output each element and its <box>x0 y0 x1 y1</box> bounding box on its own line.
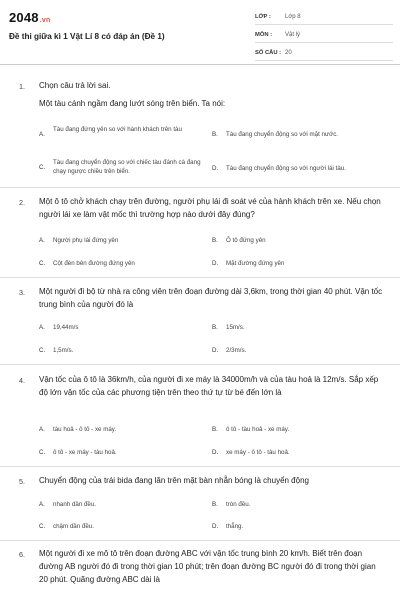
option-d[interactable] <box>212 448 290 457</box>
option-text: Tàu đang chuyển động so với mặt nước. <box>226 131 339 138</box>
option-letter: D. <box>212 165 219 172</box>
question-text: Một ô tô chở khách chạy trên đường, người phụ lái đi soát vé của hành khách trên xe. Nếu chọn người lái xe làm vật mốc thì trường hợp nào dưới đây đúng? <box>39 197 381 219</box>
option-text: Tàu đang chuyển động so với người lái tàu. <box>226 165 346 172</box>
separator <box>0 187 400 188</box>
separator <box>0 277 400 278</box>
option-text: chậm dần đều. <box>53 523 94 530</box>
option-a[interactable] <box>39 125 209 139</box>
separator <box>0 466 400 467</box>
option-d[interactable] <box>212 346 246 355</box>
option-b[interactable] <box>212 323 245 332</box>
meta-row-count <box>255 46 393 61</box>
option-letter: A. <box>39 237 45 244</box>
option-text: 15m/s. <box>226 324 245 331</box>
option-text: Tàu đang chuyển động so với chiếc tàu đánh cá đang chạy ngược chiều trên biển. <box>53 159 201 175</box>
option-text: thẳng. <box>226 523 244 530</box>
option-c[interactable] <box>39 158 209 176</box>
option-c[interactable] <box>39 522 94 531</box>
option-letter: D. <box>212 347 219 354</box>
meta-row-class <box>255 10 393 25</box>
question-number: 5. <box>19 477 25 486</box>
option-text: tàu hoả - ô tô - xe máy. <box>53 426 117 433</box>
option-text: ô tô - xe máy - tàu hoả. <box>53 449 117 456</box>
question-text: Chọn câu trả lời sai. <box>39 81 111 90</box>
option-letter: B. <box>212 324 218 331</box>
question-text: Một người đi xe mô tô trên đoạn đường ABC với vận tốc trung bình 20 km/h. Biết trên đoạn đường AB người đó đi trong thời gian 10 phút; trên đoạn đường BC người đó đi trong thời gian 20 phút. Quãng đường ABC dài là <box>39 549 376 584</box>
question-text: Chuyển động của trái bida đang lăn trên mặt bàn nhẵn bóng là chuyển động <box>39 476 309 485</box>
meta-info <box>255 10 393 64</box>
question-subtext: Một tàu cánh ngầm đang lướt sóng trên biển. Ta nói: <box>39 99 226 108</box>
option-text: 2/3m/s. <box>226 347 247 354</box>
option-b[interactable] <box>212 500 250 509</box>
option-text: xe máy - ô tô - tàu hoả. <box>226 449 290 456</box>
option-d[interactable] <box>212 164 397 173</box>
option-a[interactable] <box>39 425 116 434</box>
option-d[interactable] <box>212 522 243 531</box>
option-a[interactable] <box>39 236 118 245</box>
option-a[interactable] <box>39 500 96 509</box>
question-number: 2. <box>19 198 25 207</box>
option-letter: C. <box>39 523 46 530</box>
option-text: ô tô - tàu hoả - xe máy. <box>226 426 290 433</box>
option-letter: B. <box>212 426 218 433</box>
option-c[interactable] <box>39 448 117 457</box>
meta-value: Vật lý <box>285 32 301 38</box>
option-text: Ô tô đứng yên <box>226 237 266 244</box>
question-number: 3. <box>19 288 25 297</box>
option-letter: A. <box>39 501 45 508</box>
option-a[interactable] <box>39 323 78 332</box>
option-letter: B. <box>212 501 218 508</box>
header-divider <box>0 64 400 65</box>
option-c[interactable] <box>39 346 73 355</box>
option-letter: A. <box>39 131 45 138</box>
meta-key: SỐ CÂU : <box>255 50 282 56</box>
meta-value: Lớp 8 <box>285 14 301 20</box>
meta-key: MÔN : <box>255 32 273 38</box>
question-text: Một người đi bộ từ nhà ra công viên trên đoạn đường dài 3,6km, trong thời gian 40 phút. Vận tốc trung bình của người đó là <box>39 287 383 309</box>
separator <box>0 540 400 541</box>
meta-key: LỚP : <box>255 14 271 20</box>
option-letter: C. <box>39 260 46 267</box>
header <box>0 0 400 62</box>
option-text: 19,44m/s <box>53 324 79 331</box>
option-text: 1,5m/s. <box>53 347 74 354</box>
option-letter: C. <box>39 347 46 354</box>
question-number: 6. <box>19 550 25 559</box>
option-letter: D. <box>212 449 219 456</box>
option-text: Tàu đang đứng yên so với hành khách trên tàu <box>53 126 182 133</box>
option-letter: A. <box>39 426 45 433</box>
separator <box>0 364 400 365</box>
option-letter: B. <box>212 237 218 244</box>
meta-row-subject <box>255 28 393 43</box>
option-letter: D. <box>212 523 219 530</box>
option-letter: A. <box>39 324 45 331</box>
document-title: Đề thi giữa kì 1 Vật Lí 8 có đáp án (Đề 1) <box>9 32 165 41</box>
question-number: 4. <box>19 376 25 385</box>
option-text: nhanh dần đều. <box>53 501 97 508</box>
option-d[interactable] <box>212 259 284 268</box>
question-number: 1. <box>19 82 25 91</box>
logo[interactable]: 2048.vn <box>9 10 51 25</box>
meta-value: 20 <box>285 50 292 56</box>
option-b[interactable] <box>212 236 266 245</box>
option-letter: D. <box>212 260 219 267</box>
option-text: tròn đều. <box>226 501 251 508</box>
option-letter: B. <box>212 131 218 138</box>
option-letter: C. <box>39 164 46 171</box>
option-b[interactable] <box>212 130 392 139</box>
option-letter: C. <box>39 449 46 456</box>
option-text: Mặt đường đứng yên <box>226 260 285 267</box>
option-text: Người phụ lái đứng yên <box>53 237 119 244</box>
question-text: Vận tốc của ô tô là 36km/h, của người đi xe máy là 34000m/h và của tàu hoả là 12m/s. Sắp xếp độ lớn vận tốc của các phương tiện trên theo thứ tự từ bé đến lớn là <box>39 375 379 397</box>
option-b[interactable] <box>212 425 289 434</box>
option-c[interactable] <box>39 259 135 268</box>
option-text: Cột đèn bên đường đứng yên <box>53 260 135 267</box>
